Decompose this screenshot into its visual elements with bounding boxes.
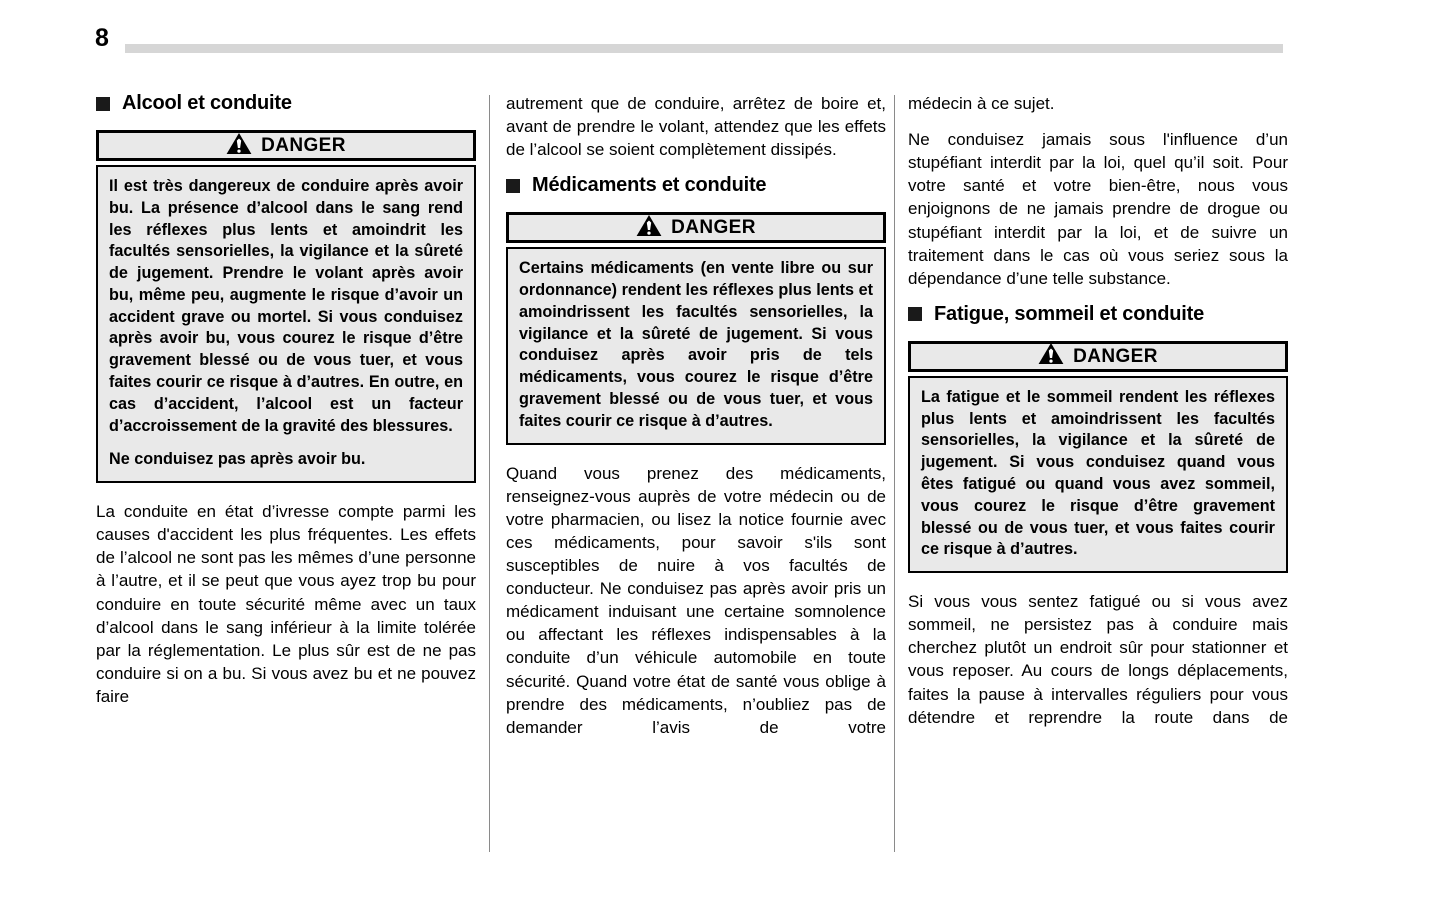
danger-paragraph: Certains médicaments (en vente libre ou sur ordonnance) rendent les réflexes plus lents et amoindrissent les facultés sensorielles, la vigilance et la sûreté de jugement. Si vous conduisez après avoir pris de tels médicaments, vous courez le risque d’être gravement blessé ou de vous tuer, et vous faites courir ce risque à d’autres. [519,259,873,430]
body-paragraph: Quand vous prenez des médicaments, renseignez-vous auprès de votre médecin ou de votre pharmacien, ou lisez la notice fournie avec ces médicaments, pour savoir s'ils sont susceptibles de nuire à vos facultés de conducteur. Ne conduisez pas après avoir pris un médicament induisant une certaine somnolence ou affectant les réflexes indispensables à la conduite d’un véhicule automobile en toute sécurité. Quand votre état de santé vous oblige à prendre des médicaments, n’oubliez pas de demander l’avis de votre [506,463,886,737]
danger-callout [506,212,886,444]
body-paragraph: médecin à ce sujet. [908,94,1055,113]
danger-paragraph: La fatigue et le sommeil rendent les réflexes plus lents et amoindrissent les facultés sensorielles, la vigilance et la sûreté de jugement. Si vous conduisez quand vous êtes fatigué ou quand vous avez sommeil, vous courez le risque d’être gravement blessé ou de vous tuer, et vous faites courir ce risque à d’autres. [921,387,1275,559]
column-3 [908,92,1288,729]
body-paragraph: Ne conduisez jamais sous l'influence d’un stupéfiant interdit par la loi, quel qu’il soit. Pour votre santé et votre bien-être, nous vous enjoignons de ne jamais prendre de drogue ou stupéfiant interdit par la loi, et de suivre un traitement dans le cas où vous seriez sous la dépendance d’une telle substance. [908,130,1288,288]
danger-header-inner [226,132,346,160]
black-square-bullet-icon [96,97,110,111]
body-paragraph: autrement que de conduire, arrêtez de boire et, avant de prendre le volant, attendez que les effets de l’alcool se soient complètement dissipés. [506,94,886,160]
column-2 [506,92,886,739]
section-heading [506,174,886,197]
column-divider-1 [489,95,490,852]
warning-triangle-icon [226,132,252,160]
danger-callout [908,341,1288,573]
danger-body [908,376,1288,573]
danger-callout [96,130,476,483]
warning-triangle-icon [1038,342,1064,370]
danger-header [506,212,886,243]
section-heading [908,303,1288,326]
danger-paragraph: Ne conduisez pas après avoir bu. [109,450,366,469]
danger-label: DANGER [261,135,346,156]
danger-body [96,165,476,483]
danger-header-inner [1038,342,1158,370]
danger-label: DANGER [671,217,756,239]
warning-triangle-icon [636,214,662,242]
page-number: 8 [95,24,109,52]
danger-header-inner [636,214,756,242]
section-heading [96,92,476,115]
body-paragraph: Si vous vous sentez fatigué ou si vous avez sommeil, ne persistez pas à conduire mais cherchez plutôt un endroit sûr pour stationner et vous reposer. Au cours de longs déplacements, faites la pause à intervalles réguliers pour vous détendre et reprendre la route dans de [908,592,1288,727]
header-rule [125,44,1283,53]
column-divider-2 [894,95,895,852]
danger-label: DANGER [1073,345,1158,367]
body-paragraph: La conduite en état d’ivresse compte parmi les causes d'accident les plus fréquentes. Les effets de l’alcool ne sont pas les mêmes d’une personne à l’autre, et il se peut que vous ayez trop bu pour conduire en toute sécurité même avec un taux d’alcool dans le sang inférieur à la limite tolérée par la réglementation. Le plus sûr est de ne pas conduire si on a bu. Si vous avez bu et ne pouvez faire [96,502,476,707]
danger-body [506,247,886,444]
section-heading-label: Médicaments et conduite [532,174,767,197]
black-square-bullet-icon [506,179,520,193]
danger-paragraph: Il est très dangereux de conduire après avoir bu. La présence d’alcool dans le sang rend les réflexes plus lents et amoindrit les facultés sensorielles, la vigilance et la sûreté de jugement. Prendre le volant après avoir bu, même peu, augmente le risque d’avoir un accident grave ou mortel. Si vous conduisez après avoir bu, vous courez le risque d’être gravement blessé ou de vous tuer, et vous faites courir ce risque à d’autres. En outre, en cas d’accident, l’alcool est un facteur d’accroissement de la gravité des blessures. [109,177,463,435]
danger-header [96,130,476,161]
page-header [0,0,1445,70]
black-square-bullet-icon [908,307,922,321]
column-1 [96,92,476,708]
content-columns [0,92,1445,862]
section-heading-label: Alcool et conduite [122,92,292,114]
danger-header [908,341,1288,372]
section-heading-label: Fatigue, sommeil et conduite [934,302,1204,325]
